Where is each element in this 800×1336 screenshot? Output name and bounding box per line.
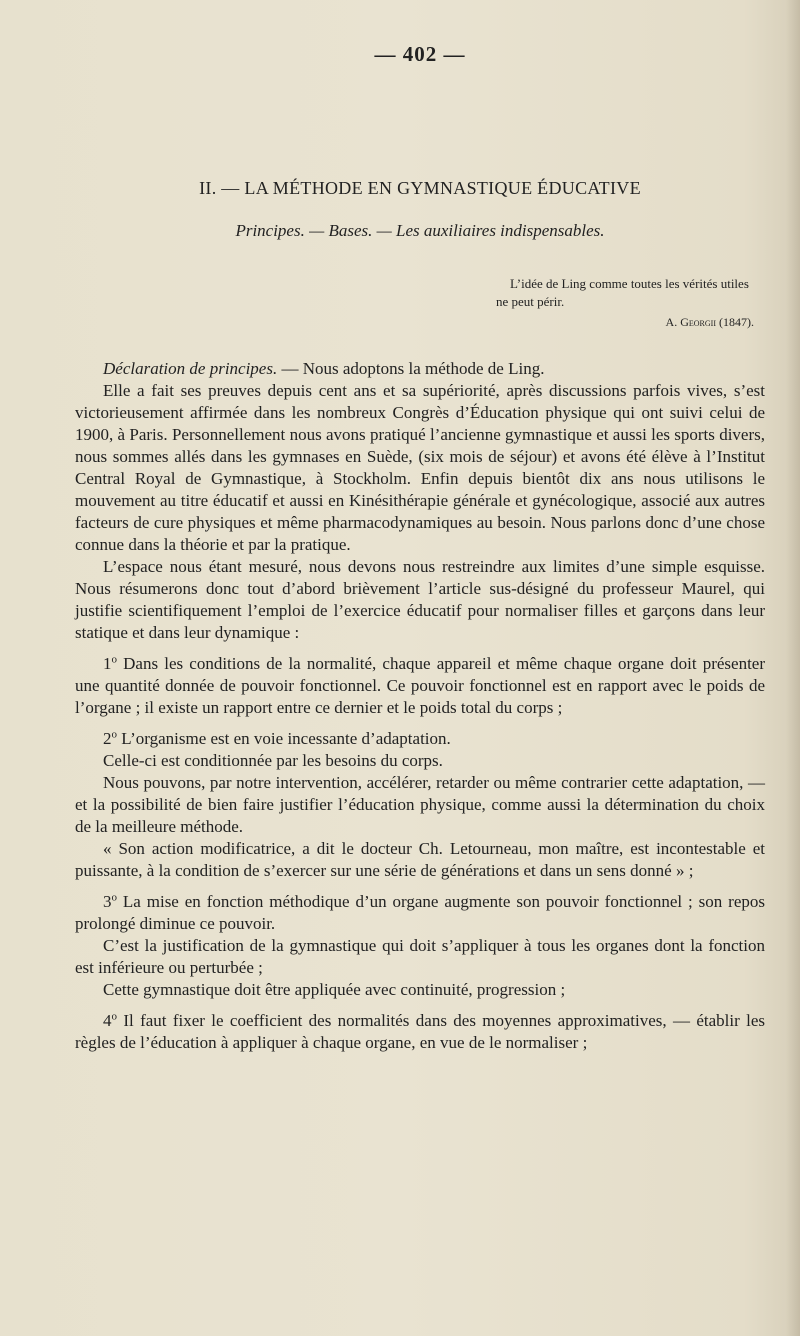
epigraph-author-name: Georgii: [680, 315, 716, 329]
paragraph: Nous pouvons, par notre intervention, accélérer, retarder ou même contrarier cette adaptation, — et la possibilité de bien faire justifier l’éducation physique, comme aussi la détermination du choix de la meilleure méthode.: [75, 773, 765, 836]
numbered-point-1: [75, 653, 765, 719]
paragraph-lead-italic: Déclaration de principes.: [103, 359, 278, 378]
epigraph-quote: L’idée de Ling comme toutes les vérités utiles ne peut périr.: [496, 276, 749, 309]
paragraph: Cette gymnastique doit être appliquée avec continuité, progression ;: [103, 980, 566, 999]
point-text: Dans les conditions de la normalité, chaque appareil et même chaque organe doit présenter une quantité donnée de pouvoir fonctionnel. Ce pouvoir fonctionnel est en rapport avec le poids de l’organe ; il existe un rapport entre ce dernier et le poids total du corps ;: [75, 654, 765, 717]
epigraph-attribution: [496, 315, 754, 330]
page-number: — 402 —: [374, 42, 466, 66]
point-ordinal: o: [111, 653, 117, 666]
point-text: Il faut fixer le coefficient des normalités dans des moyennes approximatives, — établir les règles de l’éducation à appliquer à chaque organe, en vue de le normaliser ;: [75, 1011, 765, 1052]
paragraph: Elle a fait ses preuves depuis cent ans et sa supériorité, après discussions parfois vives, s’est victorieusement affirmée dans les nombreux Congrès d’Éducation physique qui ont suivi celui de 1900, à Paris. Personnellement nous avons pratiqué l’ancienne gymnastique et aussi les sports divers, nous sommes allés dans les gymnases en Suède, (six mois de séjour) et avons été élève à l’Institut Central Royal de Gymnastique, à Stockholm. Enfin depuis bientôt dix ans nous utilisons le mouvement au titre éducatif et aussi en Kinésithérapie générale et gynécologique, associé aux autres facteurs de cure physiques et même pharmacodynamiques au besoin. Nous parlons donc d’une chose connue dans la théorie et par la pratique.: [75, 381, 765, 554]
numbered-point-4: [75, 1010, 765, 1054]
paragraph: L’espace nous étant mesuré, nous devons nous restreindre aux limites d’une simple esquisse. Nous résumerons donc tout d’abord brièvement l’article sus-désigné du professeur Maurel, qui justifie scientifiquement l’emploi de l’exercice éducatif pour normaliser filles et garçons dans leur statique et dans leur dynamique :: [75, 557, 765, 642]
paragraph: C’est la justification de la gymnastique qui doit s’appliquer à tous les organes dont la fonction est inférieure ou perturbée ;: [75, 936, 765, 977]
paragraph-text: — Nous adoptons la méthode de Ling.: [277, 359, 545, 378]
point-ordinal: o: [111, 728, 117, 741]
chapter-title: II. — LA MÉTHODE EN GYMNASTIQUE ÉDUCATIVE: [199, 178, 641, 198]
page-edge-shadow: [786, 0, 800, 1336]
epigraph-year: (1847).: [716, 315, 754, 329]
body-text: [75, 358, 765, 1054]
paragraph-declaration: [75, 358, 765, 380]
paragraph: Celle-ci est conditionnée par les besoins du corps.: [103, 751, 443, 770]
point-ordinal: o: [111, 891, 117, 904]
point-text: La mise en fonction méthodique d’un organe augmente son pouvoir fonctionnel ; son repos prolongé diminue ce pouvoir.: [75, 892, 765, 933]
point-text: L’organisme est en voie incessante d’adaptation.: [117, 729, 451, 748]
paragraph-quote: « Son action modificatrice, a dit le docteur Ch. Letourneau, mon maître, est incontestable et puissante, à la condition de s’exercer sur une série de générations et dans un sens donné » ;: [75, 839, 765, 880]
section-subtitle: Principes. — Bases. — Les auxiliaires indispensables.: [235, 221, 605, 240]
point-number: 2: [103, 729, 112, 748]
numbered-point-3: [75, 891, 765, 935]
point-number: 4: [103, 1011, 112, 1030]
point-number: 3: [103, 892, 112, 911]
point-number: 1: [103, 654, 112, 673]
numbered-point-2: [75, 728, 765, 750]
epigraph-author-initial: A.: [665, 315, 681, 329]
point-ordinal: o: [111, 1010, 117, 1023]
